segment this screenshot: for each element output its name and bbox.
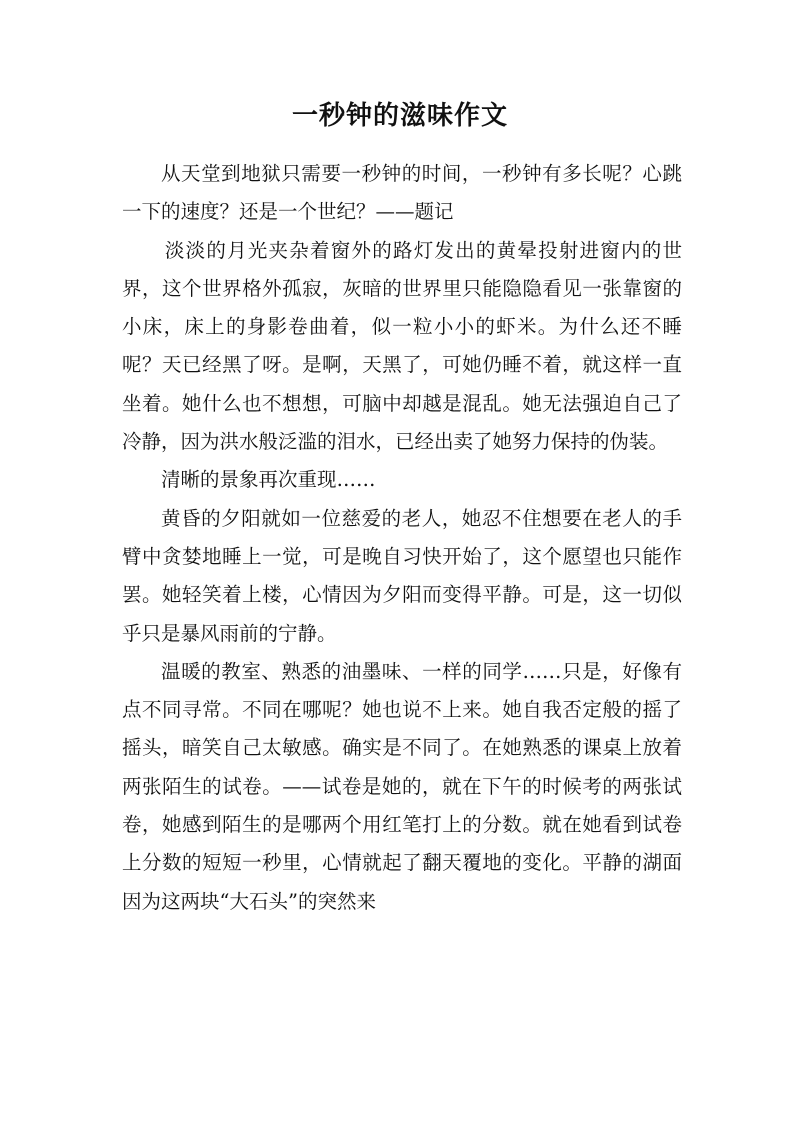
paragraph-classroom: 温暖的教室、熟悉的油墨味、一样的同学……只是，好像有点不同寻常。不同在哪呢？她也说不上来。她自我否定般的摇了摇头，暗笑自己太敏感。确实是不同了。在她熟悉的课桌上放着两张陌生的试卷。——试卷是她的，就在下午的时候考的两张试卷，她感到陌生的是哪两个用红笔打上的分数。就在她看到试卷上分数的短短一秒里，心情就起了翻天覆地的变化。平静的湖面因为这两块“大石头”的突然来 bbox=[122, 659, 682, 913]
document-title: 一秒钟的滋味作文 bbox=[291, 101, 508, 131]
paragraph-moonlight: 淡淡的月光夹杂着窗外的路灯发出的黄晕投射进窗内的世界，这个世界格外孤寂，灰暗的世界里只能隐隐看见一张靠窗的小床，床上的身影卷曲着，似一粒小小的虾米。为什么还不睡呢？天已经黑了呀。是啊，天黑了，可她仍睡不着，就这样一直坐着。她什么也不想想，可脑中却越是混乱。她无法强迫自己了冷静，因为洪水般泛滥的泪水，已经出卖了她努力保持的伪装。 bbox=[122, 238, 682, 454]
paragraph-scene: 清晰的景象再次重现…… bbox=[161, 468, 376, 492]
document-body bbox=[122, 155, 682, 921]
paragraph-sunset: 黄昏的夕阳就如一位慈爱的老人，她忍不住想要在老人的手臂中贪婪地睡上一觉，可是晚自习快开始了，这个愿望也只能作罢。她轻笑着上楼，心情因为夕阳而变得平静。可是，这一切似乎只是暴风雨前的宁静。 bbox=[122, 506, 682, 645]
paragraph-epigraph: 从天堂到地狱只需要一秒钟的时间，一秒钟有多长呢？心跳一下的速度？还是一个世纪？——题记 bbox=[122, 162, 682, 224]
